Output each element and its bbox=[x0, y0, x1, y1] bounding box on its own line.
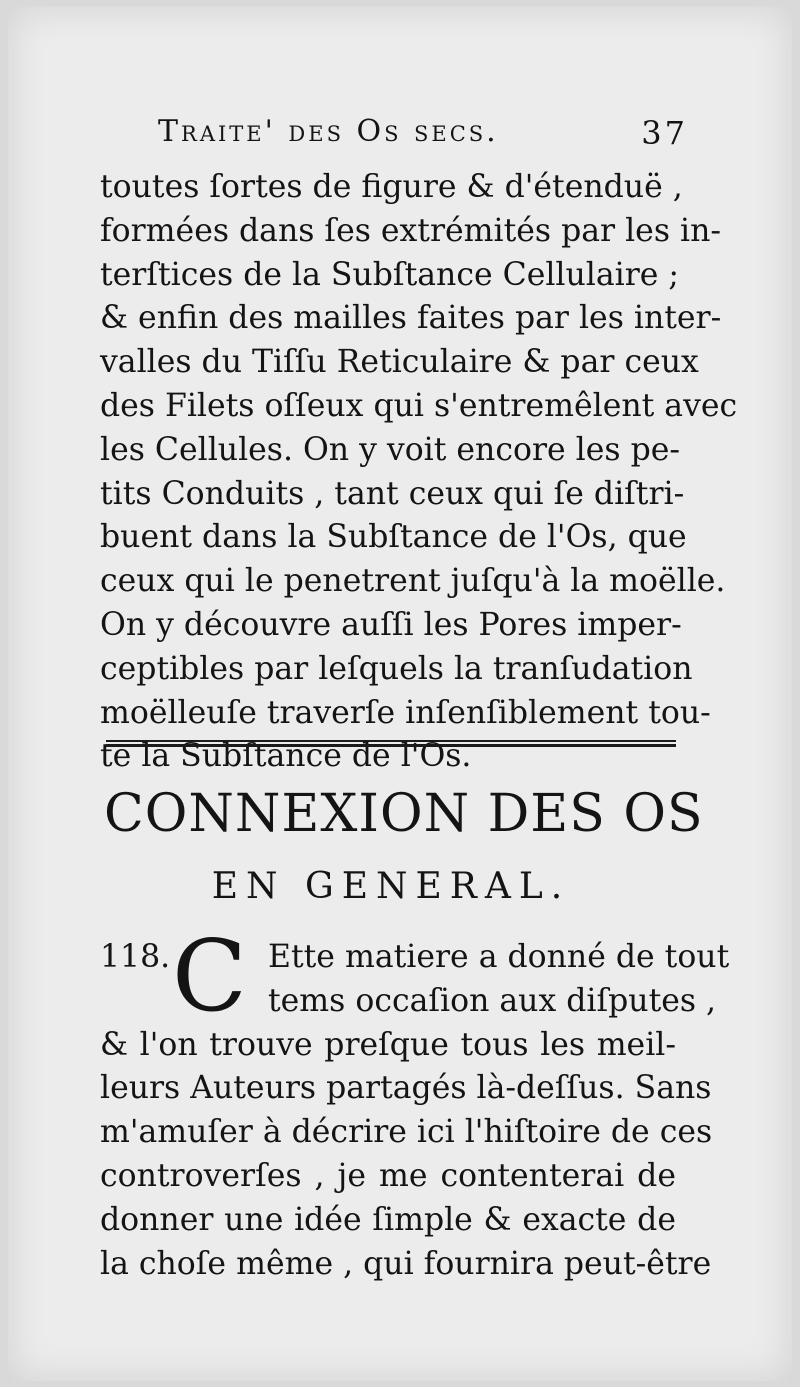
text-line: formées dans ſes extrémités par les in- bbox=[100, 212, 722, 249]
section-divider-rule bbox=[106, 740, 676, 747]
text-line: ceptibles par leſquels la tranſudation bbox=[100, 650, 693, 687]
text-line: buent dans la Subſtance de l'Os, que bbox=[100, 519, 687, 556]
body-text bbox=[100, 166, 738, 779]
text-line: m'amuſer à décrire ici l'hiſtoire de ces bbox=[100, 1114, 713, 1151]
text-line: Ette matiere a donné de tout bbox=[268, 939, 730, 975]
section-subheading: EN GENERAL. bbox=[211, 866, 571, 907]
text-line: toutes ſortes de figure & d'étenduë , bbox=[100, 169, 683, 205]
text-line: la choſe même , qui fournira peut-être bbox=[100, 1245, 712, 1282]
paragraph-number: 118. bbox=[100, 939, 171, 975]
text-line: des Filets oſſeux qui s'entremêlent avec bbox=[100, 387, 738, 424]
text-line: moëlleuſe traverſe inſenſiblement tou- bbox=[100, 694, 711, 731]
text-line: donner une idée ſimple & exacte de bbox=[100, 1201, 676, 1238]
text-line: & enfin des mailles faites par les inter- bbox=[100, 300, 722, 337]
text-line: les Cellules. On y voit encore les pe- bbox=[100, 431, 681, 468]
page-header bbox=[158, 114, 688, 164]
text-line: tits Conduits , tant ceux qui ſe diſtri- bbox=[100, 475, 685, 512]
text-line: tems occaſion aux diſputes , bbox=[268, 982, 717, 1019]
text-line: te la Subſtance de l'Os. bbox=[100, 738, 472, 775]
text-line: controverſes , je me contenterai de bbox=[100, 1157, 676, 1194]
text-line: terſtices de la Subſtance Cellulaire ; bbox=[100, 256, 680, 293]
book-page bbox=[8, 6, 792, 1381]
drop-cap-letter: C bbox=[172, 920, 247, 1034]
text-line: & l'on trouve preſque tous les meil- bbox=[100, 1026, 676, 1063]
text-line: valles du Tiſſu Reticulaire & par ceux bbox=[100, 344, 699, 381]
page-number: 37 bbox=[641, 114, 688, 152]
section-heading: CONNEXION DES OS bbox=[104, 784, 704, 844]
running-title: Traite' des Os secs. bbox=[158, 114, 499, 149]
paragraph-118 bbox=[100, 920, 730, 1286]
text-line: On y découvre auſſi les Pores imper- bbox=[100, 606, 682, 643]
text-line: leurs Auteurs partagés là-deſſus. Sans bbox=[100, 1070, 712, 1107]
text-line: ceux qui le penetrent juſqu'à la moëlle. bbox=[100, 563, 726, 600]
